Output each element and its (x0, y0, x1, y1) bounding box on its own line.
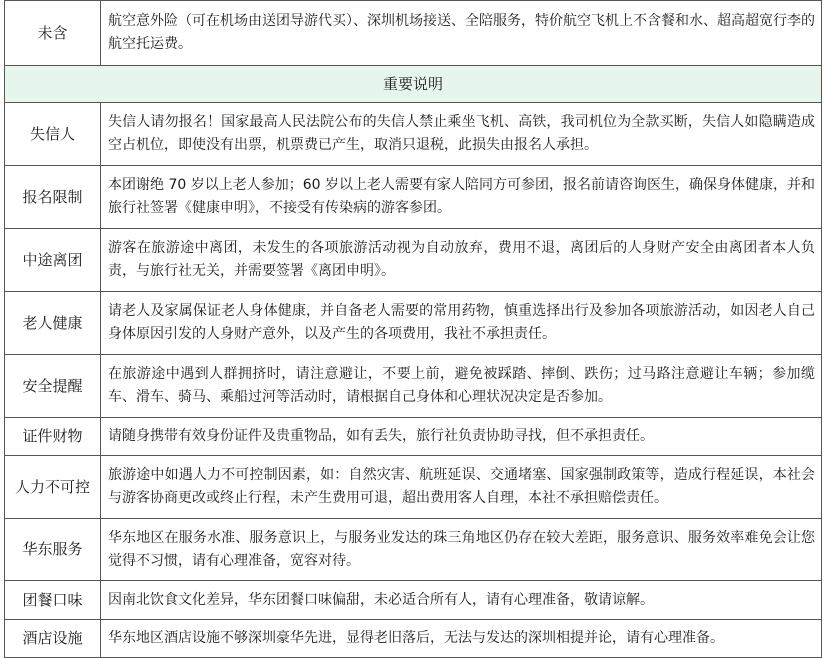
row-text: 在旅游途中遇到人群拥挤时，请注意避让，不要上前，避免被踩踏、摔倒、跌伤；过马路注意避让车辆；参加缆车、滑车、骑马、乘船过河等活动时，请根据自己身体和心理状况决定是否参加。 (101, 355, 822, 418)
row-text: 航空意外险（可在机场由送团导游代买）、深圳机场接送、全陪服务，特价航空飞机上不含餐和水、超高超宽行李的航空托运费。 (101, 1, 822, 66)
row-label: 报名限制 (5, 166, 101, 229)
row-label: 团餐口味 (5, 581, 101, 620)
table-row (5, 1, 822, 66)
row-text: 失信人请勿报名！国家最高人民法院公布的失信人禁止乘坐飞机、高铁，我司机位为全款买断，失信人如隐瞒造成空占机位，即使没有出票，机票费已产生，取消只退税，此损失由报名人承担。 (101, 103, 822, 166)
row-text: 游客在旅游途中离团，未发生的各项旅游活动视为自动放弃，费用不退，离团后的人身财产安全由离团者本人负责，与旅行社无关，并需要签署《离团申明》。 (101, 229, 822, 292)
row-text: 因南北饮食文化差异，华东团餐口味偏甜，未必适合所有人，请有心理准备，敬请谅解。 (101, 581, 822, 620)
row-text: 本团谢绝 70 岁以上老人参加；60 岁以上老人需要有家人陪同方可参团，报名前请咨询医生，确保身体健康，并和旅行社签署《健康申明》，不接受有传染病的游客参团。 (101, 166, 822, 229)
row-text: 请随身携带有效身份证件及贵重物品，如有丢失，旅行社负责协助寻找，但不承担责任。 (101, 418, 822, 456)
section-title: 重要说明 (5, 66, 822, 103)
table-row (5, 292, 822, 355)
row-text: 华东地区在服务水准、服务意识上，与服务业发达的珠三角地区仍存在较大差距，服务意识、服务效率难免会让您觉得不习惯，请有心理准备，宽容对待。 (101, 519, 822, 581)
row-label: 证件财物 (5, 418, 101, 456)
row-text: 请老人及家属保证老人身体健康，并自备老人需要的常用药物，慎重选择出行及参加各项旅游活动，如因老人自己身体原因引发的人身财产意外，以及产生的各项费用，我社不承担责任。 (101, 292, 822, 355)
row-label: 华东服务 (5, 519, 101, 581)
row-label: 未含 (5, 1, 101, 66)
row-label: 中途离团 (5, 229, 101, 292)
row-label: 酒店设施 (5, 620, 101, 658)
row-label: 安全提醒 (5, 355, 101, 418)
table-row (5, 456, 822, 519)
table-row (5, 581, 822, 620)
row-text: 华东地区酒店设施不够深圳豪华先进，显得老旧落后，无法与发达的深圳相提并论，请有心理准备。 (101, 620, 822, 658)
table-row (5, 620, 822, 658)
section-header-row (5, 66, 822, 103)
notes-table (4, 0, 822, 658)
table-row (5, 519, 822, 581)
table-row (5, 103, 822, 166)
row-label: 老人健康 (5, 292, 101, 355)
table-row (5, 418, 822, 456)
table-row (5, 229, 822, 292)
row-text: 旅游途中如遇人力不可控制因素，如：自然灾害、航班延误、交通堵塞、国家强制政策等，造成行程延误，本社会与游客协商更改或终止行程，未产生费用可退，超出费用客人自理，本社不承担赔偿责任。 (101, 456, 822, 519)
table-row (5, 166, 822, 229)
row-label: 人力不可控 (5, 456, 101, 519)
row-label: 失信人 (5, 103, 101, 166)
table-row (5, 355, 822, 418)
